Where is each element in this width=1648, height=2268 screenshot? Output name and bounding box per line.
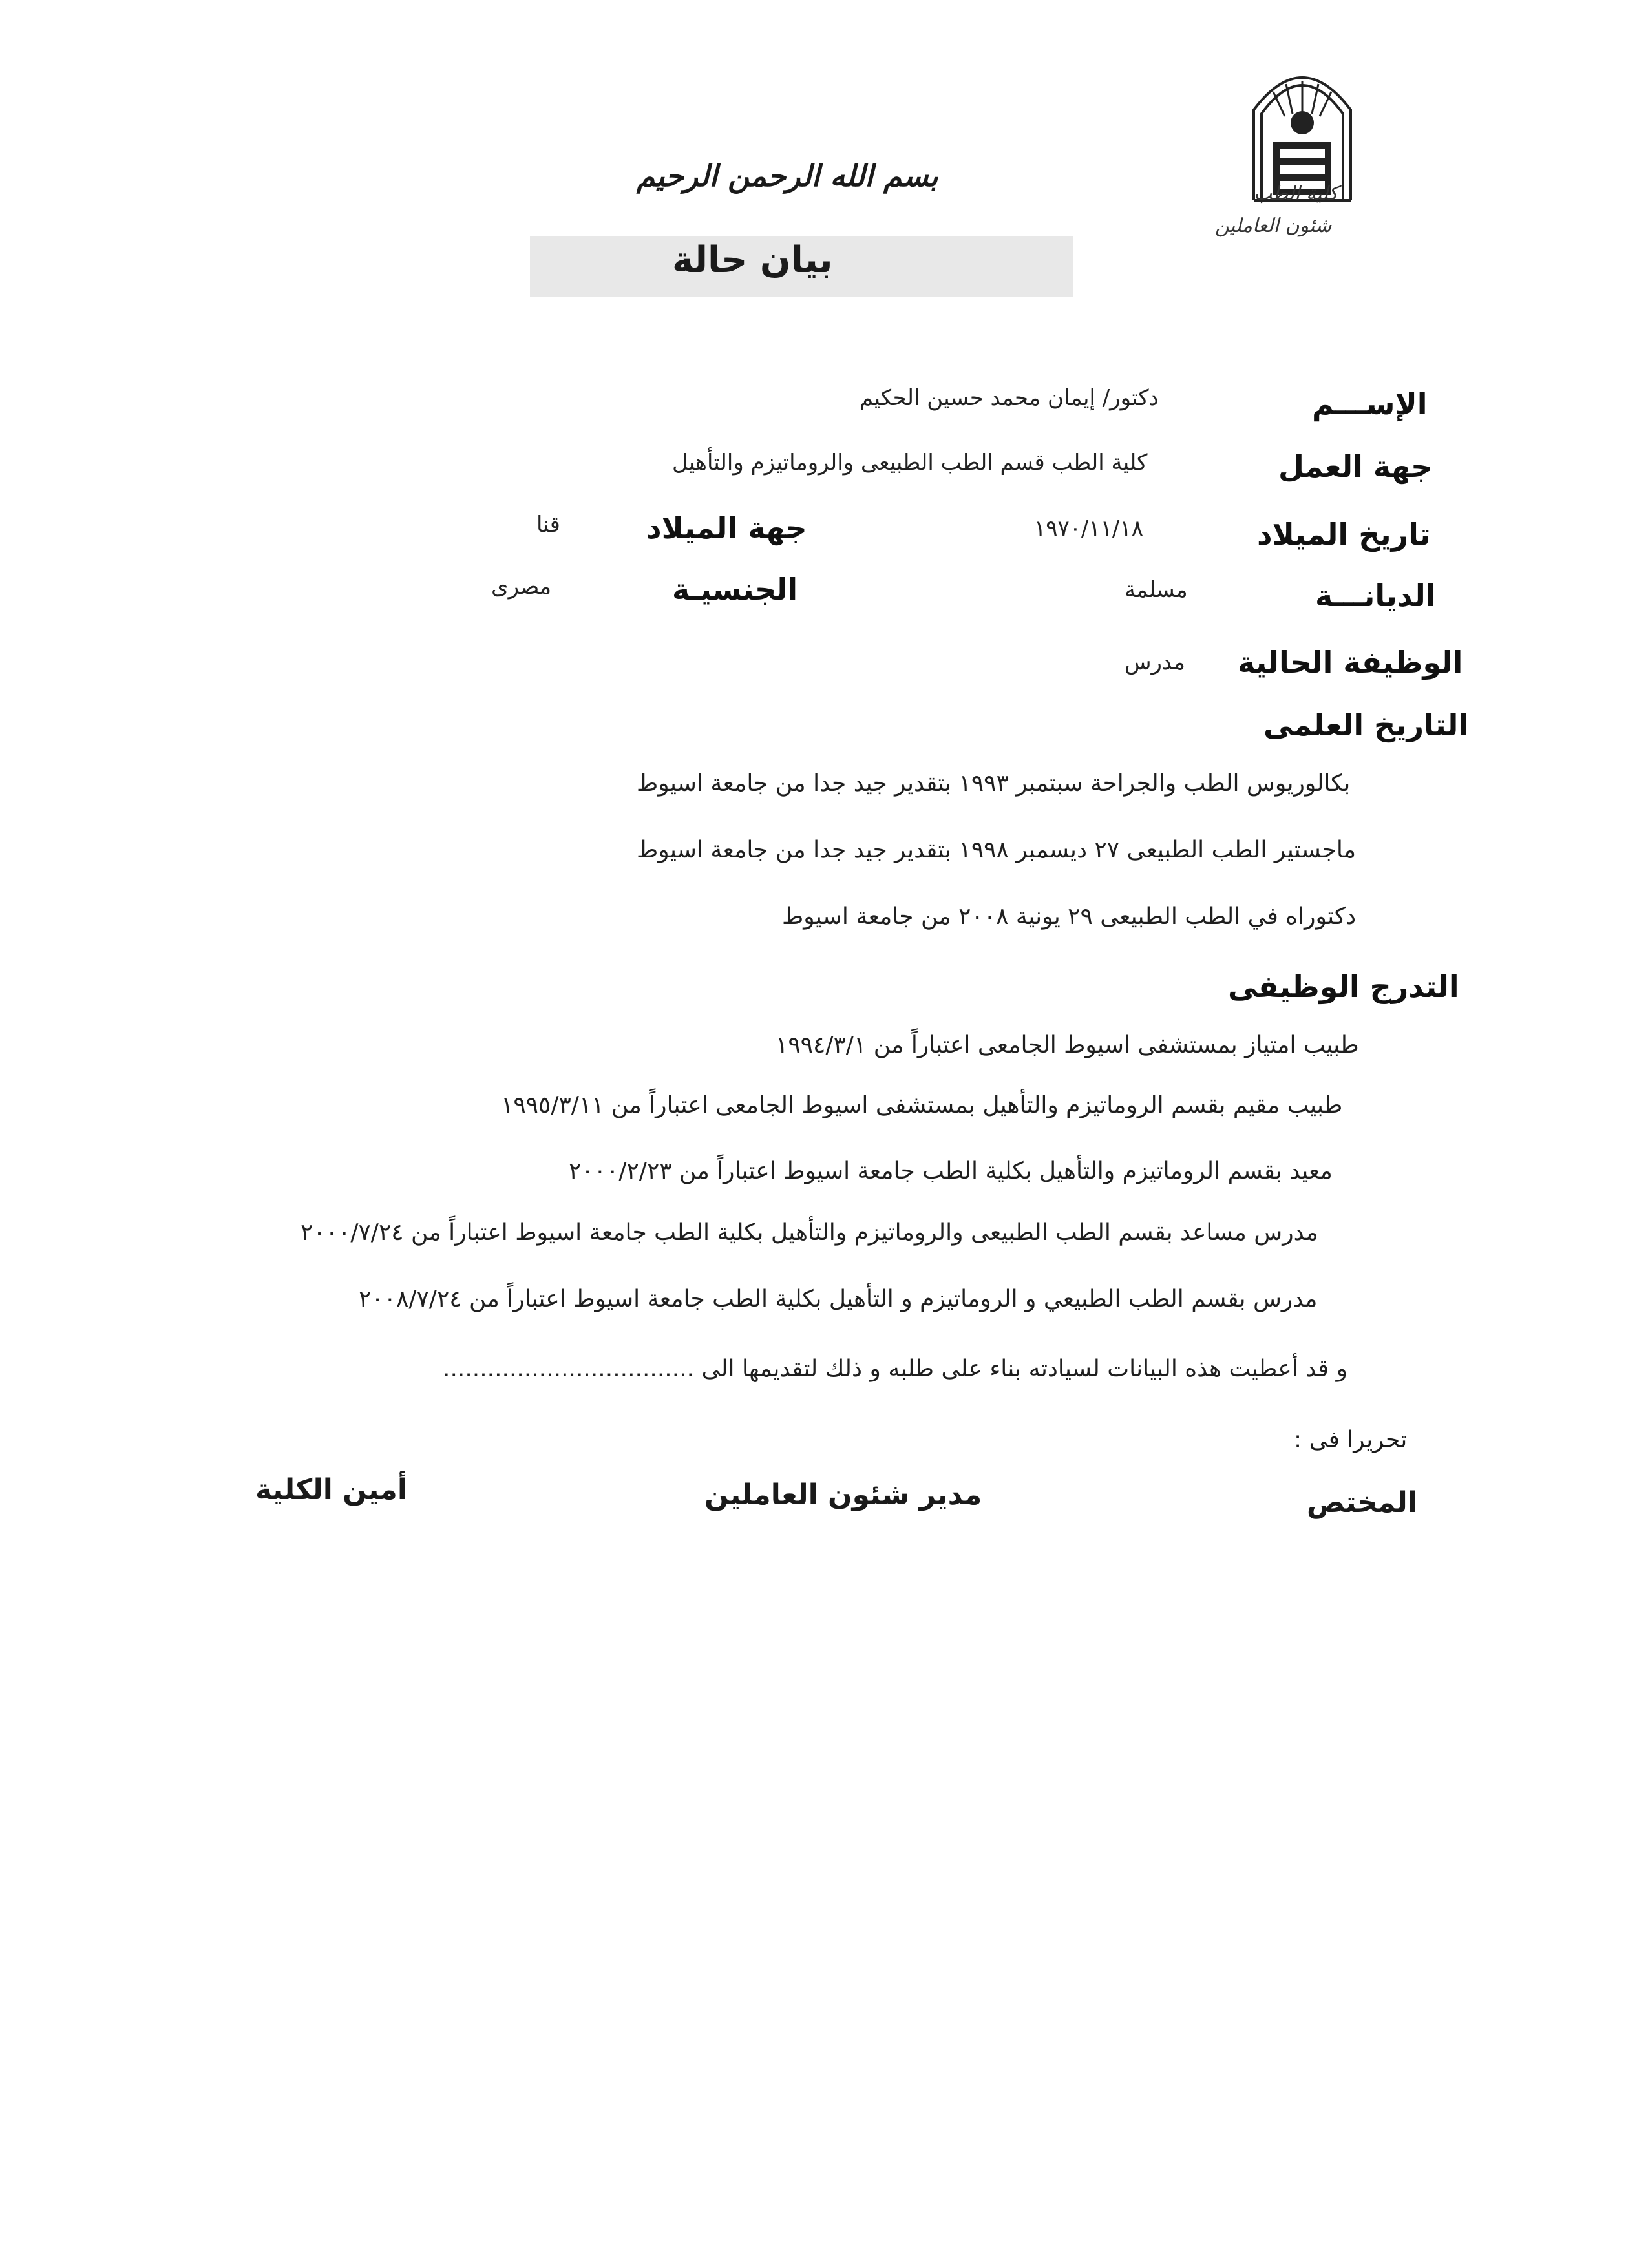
birth-place-value: قنا bbox=[536, 512, 560, 538]
closing-statement: و قد أعطيت هذه البيانات لسيادته بناء على طلبه و ذلك لتقديمها الى .................................. bbox=[443, 1356, 1348, 1382]
signature-hr-director: مدير شئون العاملين bbox=[704, 1478, 982, 1511]
work-value: كلية الطب قسم الطب الطبيعى والروماتيزم والتأهيل bbox=[672, 450, 1148, 476]
signature-faculty-secretary: أمين الكلية bbox=[255, 1473, 407, 1506]
career-line: طبيب امتياز بمستشفى اسيوط الجامعى اعتباراً من ١٩٩٤/٣/١ bbox=[776, 1032, 1359, 1058]
career-heading: التدرج الوظيفى bbox=[1228, 969, 1459, 1004]
academic-line: بكالوريوس الطب والجراحة سبتمبر ١٩٩٣ بتقدير جيد جدا من جامعة اسيوط bbox=[637, 770, 1351, 797]
document-title: بيان حالة bbox=[672, 239, 833, 281]
religion-label: الديانـــة bbox=[1315, 578, 1436, 613]
position-label: الوظيفة الحالية bbox=[1238, 645, 1463, 680]
nationality-value: مصرى bbox=[491, 574, 552, 600]
birth-place-label: جهة الميلاد bbox=[646, 510, 807, 545]
academic-heading: التاريخ العلمى bbox=[1263, 708, 1469, 742]
career-line: معيد بقسم الروماتيزم والتأهيل بكلية الطب جامعة اسيوط اعتباراً من ٢٠٠٠/٢/٢٣ bbox=[569, 1158, 1333, 1184]
career-line: طبيب مقيم بقسم الروماتيزم والتأهيل بمستشفى اسيوط الجامعى اعتباراً من ١٩٩٥/٣/١١ bbox=[501, 1092, 1343, 1118]
academic-line: دكتوراه في الطب الطبيعى ٢٩ يونية ٢٠٠٨ من جامعة اسيوط bbox=[782, 903, 1357, 930]
career-line: مدرس مساعد بقسم الطب الطبيعى والروماتيزم والتأهيل بكلية الطب جامعة اسيوط اعتباراً من ٢٠٠٠/٧/٢٤ bbox=[301, 1219, 1318, 1246]
name-label: الإســـم bbox=[1312, 386, 1428, 421]
issued-at-label: تحريرا فى : bbox=[1294, 1427, 1408, 1453]
academic-line: ماجستير الطب الطبيعى ٢٧ ديسمبر ١٩٩٨ بتقدير جيد جدا من جامعة اسيوط bbox=[637, 837, 1357, 863]
signature-specialist: المختص bbox=[1307, 1486, 1417, 1519]
nationality-label: الجنسيـة bbox=[672, 572, 798, 607]
work-label: جهة العمل bbox=[1278, 449, 1433, 484]
emblem-department-text: شئون العاملين bbox=[1215, 215, 1332, 237]
position-value: مدرس bbox=[1125, 649, 1185, 675]
birth-date-value: ١٩٧٠/١١/١٨ bbox=[1034, 516, 1144, 541]
emblem-faculty-text: كلية الطب bbox=[1254, 182, 1338, 205]
basmala-heading: بسم الله الرحمن الرحيم bbox=[637, 158, 938, 193]
religion-value: مسلمة bbox=[1125, 577, 1188, 603]
name-value: دكتور/ إيمان محمد حسين الحكيم bbox=[860, 385, 1159, 411]
birth-date-label: تاريخ الميلاد bbox=[1257, 517, 1431, 552]
career-line: مدرس بقسم الطب الطبيعي و الروماتيزم و التأهيل بكلية الطب جامعة اسيوط اعتباراً من ٢٠٠٨/٧/٢٤ bbox=[359, 1286, 1318, 1312]
